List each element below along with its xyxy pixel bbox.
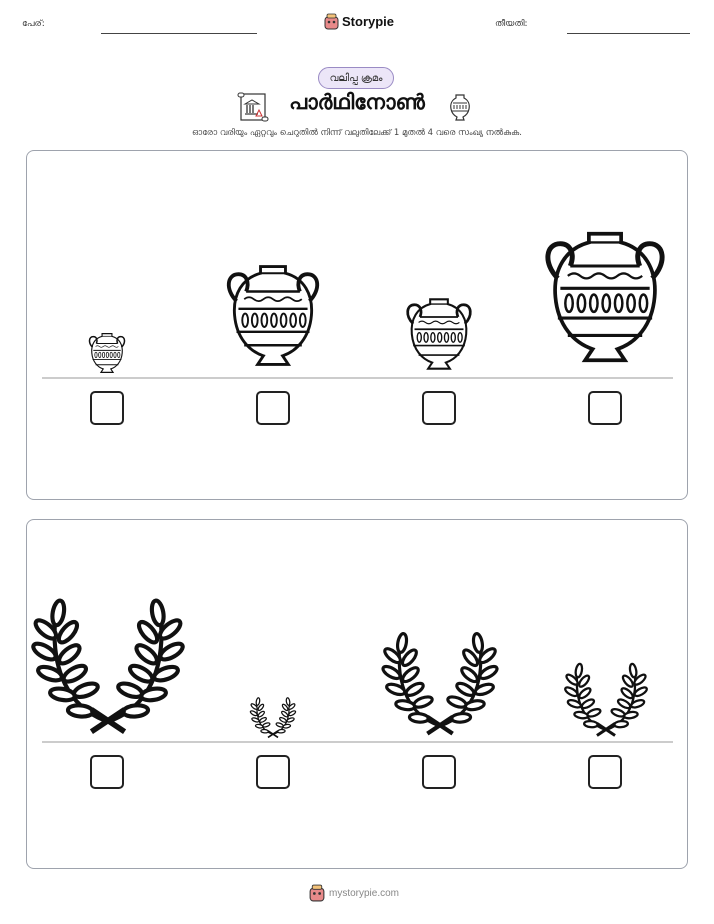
category-tag [318, 67, 394, 89]
wreath-item-4 [560, 657, 652, 740]
brand-logo [324, 13, 394, 30]
instruction-text: ഓരോ വരിയും ഏറ്റവും ചെറുതിൽ നിന്ന് വലുതിലേക്ക് 1 മുതൽ 4 വരെ സംഖ്യ നൽകുക. [192, 128, 522, 138]
wreath-answer-box-1[interactable] [90, 755, 124, 789]
footer [309, 884, 399, 902]
vase-item-4 [543, 217, 667, 377]
wreath-answer-box-3[interactable] [422, 755, 456, 789]
wreath-item-2 [248, 694, 298, 740]
vase-answer-box-1[interactable] [90, 391, 124, 425]
storypie-mascot-icon [324, 13, 339, 30]
wreath-answer-box-4[interactable] [588, 755, 622, 789]
vase-item-1 [88, 329, 126, 377]
name-label: പേര്: [22, 19, 45, 29]
category-tag-label: വലിപ്പ ക്രമം [329, 72, 383, 84]
date-label: തീയതി: [495, 19, 528, 29]
vase-item-2 [225, 254, 321, 377]
brand-name: Storypie [342, 14, 395, 29]
wreath-item-1 [27, 588, 189, 740]
wreath-item-3 [377, 624, 503, 740]
date-field[interactable] [567, 33, 690, 34]
vase-item-3 [405, 291, 473, 377]
name-field[interactable] [101, 33, 257, 34]
vase-answer-box-2[interactable] [256, 391, 290, 425]
wreath-answer-box-2[interactable] [256, 755, 290, 789]
vase-answer-box-4[interactable] [588, 391, 622, 425]
vase-icon [447, 92, 473, 122]
footer-site-link[interactable]: mystorypie.com [329, 887, 400, 899]
page-title: പാർഥിനോൺ [289, 90, 425, 114]
vase-answer-box-3[interactable] [422, 391, 456, 425]
storypie-mascot-icon [309, 884, 325, 902]
